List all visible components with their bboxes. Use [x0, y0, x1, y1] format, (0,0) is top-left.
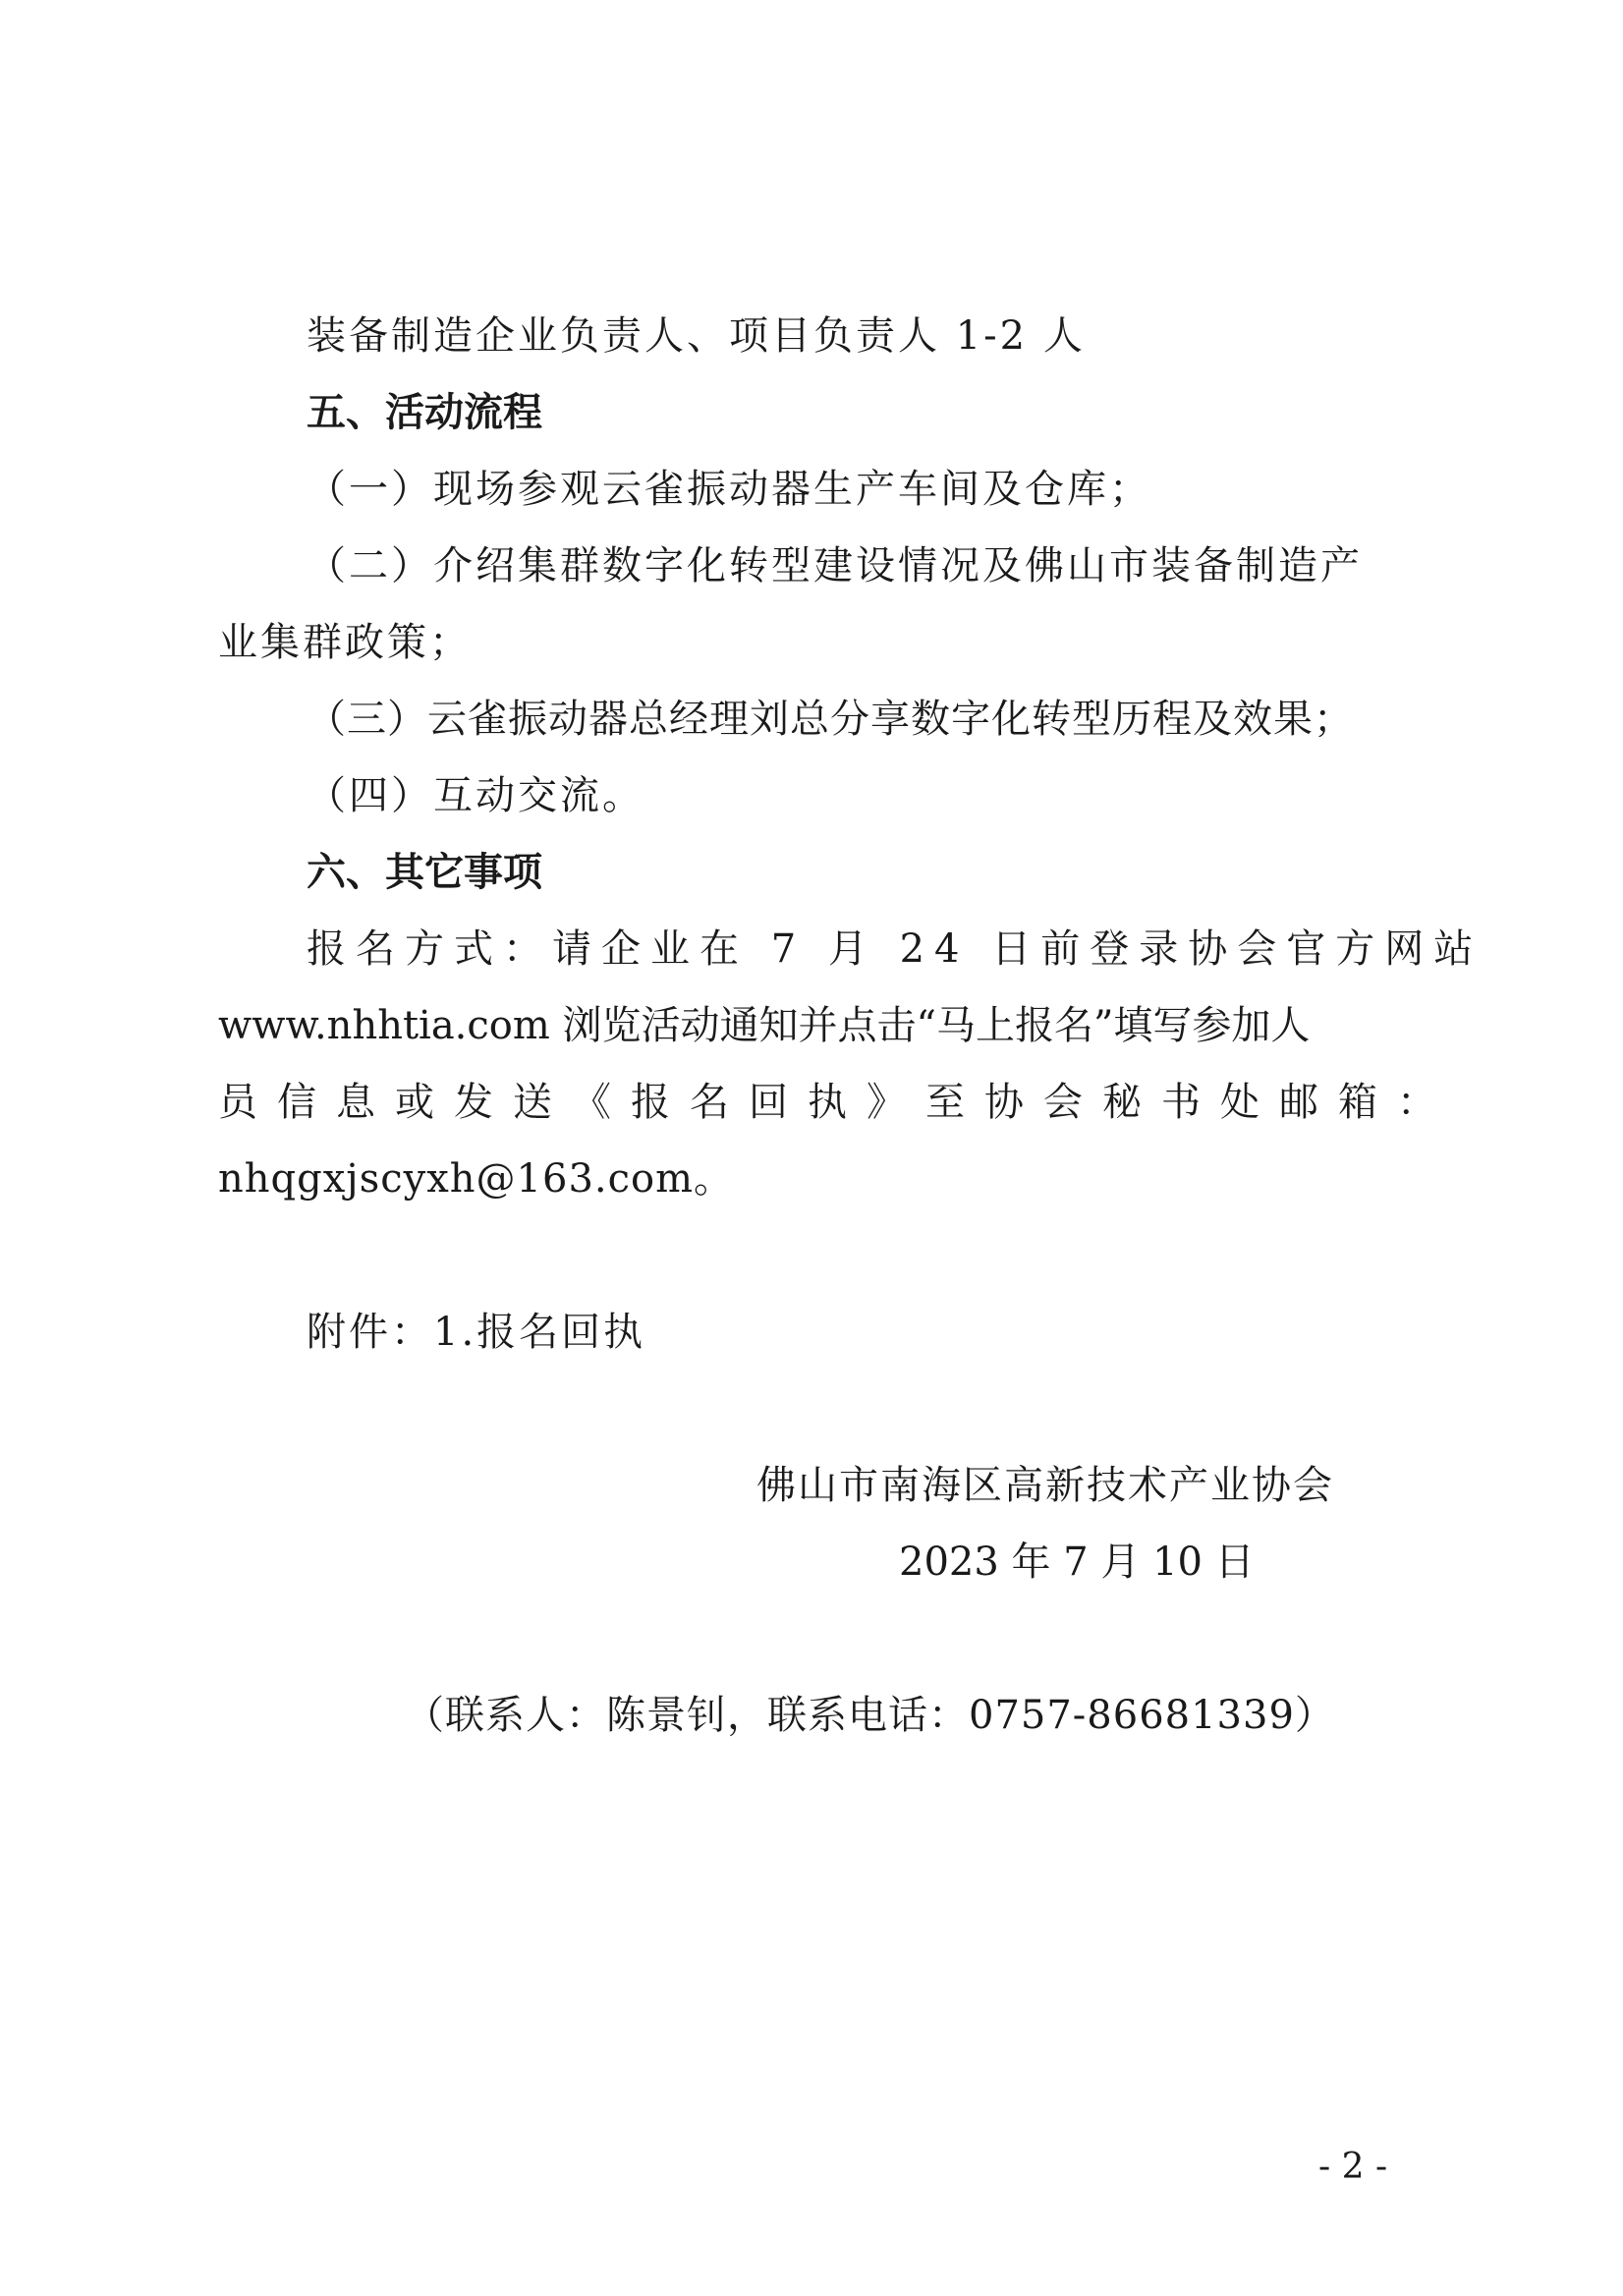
- contact-line: （联系人：陈景钊，联系电话：0757-86681339）: [405, 1693, 1335, 1738]
- body-line-step-2a: （二）介绍集群数字化转型建设情况及佛山市装备制造产: [307, 543, 1363, 588]
- body-line-participants: 装备制造企业负责人、项目负责人 1-2 人: [307, 313, 1086, 359]
- attachment-line: 附件：1.报名回执: [307, 1310, 646, 1355]
- body-line-registration-3: 员信息或发送《报名回执》至协会秘书处邮箱：: [218, 1080, 1456, 1125]
- issuing-organization: 佛山市南海区高新技术产业协会: [756, 1463, 1334, 1508]
- body-line-registration-2: www.nhhtia.com 浏览活动通知并点击“马上报名”填写参加人: [218, 1003, 1311, 1048]
- issue-date: 2023 年 7 月 10 日: [899, 1540, 1255, 1585]
- body-line-step-2b: 业集群政策；: [218, 620, 472, 665]
- body-line-registration-1: 报名方式：请企业在 7 月 24 日前登录协会官方网站: [307, 926, 1483, 972]
- section-heading-6: 六、其它事项: [307, 850, 542, 895]
- body-line-step-3: （三）云雀振动器总经理刘总分享数字化转型历程及效果；: [307, 697, 1354, 742]
- body-line-step-1: （一）现场参观云雀振动器生产车间及仓库；: [307, 467, 1151, 512]
- body-line-step-4: （四）互动交流。: [307, 773, 644, 818]
- body-line-registration-4: nhqgxjscyxh@163.com。: [218, 1156, 735, 1202]
- section-heading-5: 五、活动流程: [307, 390, 542, 435]
- page-number: - 2 -: [1318, 2147, 1388, 2187]
